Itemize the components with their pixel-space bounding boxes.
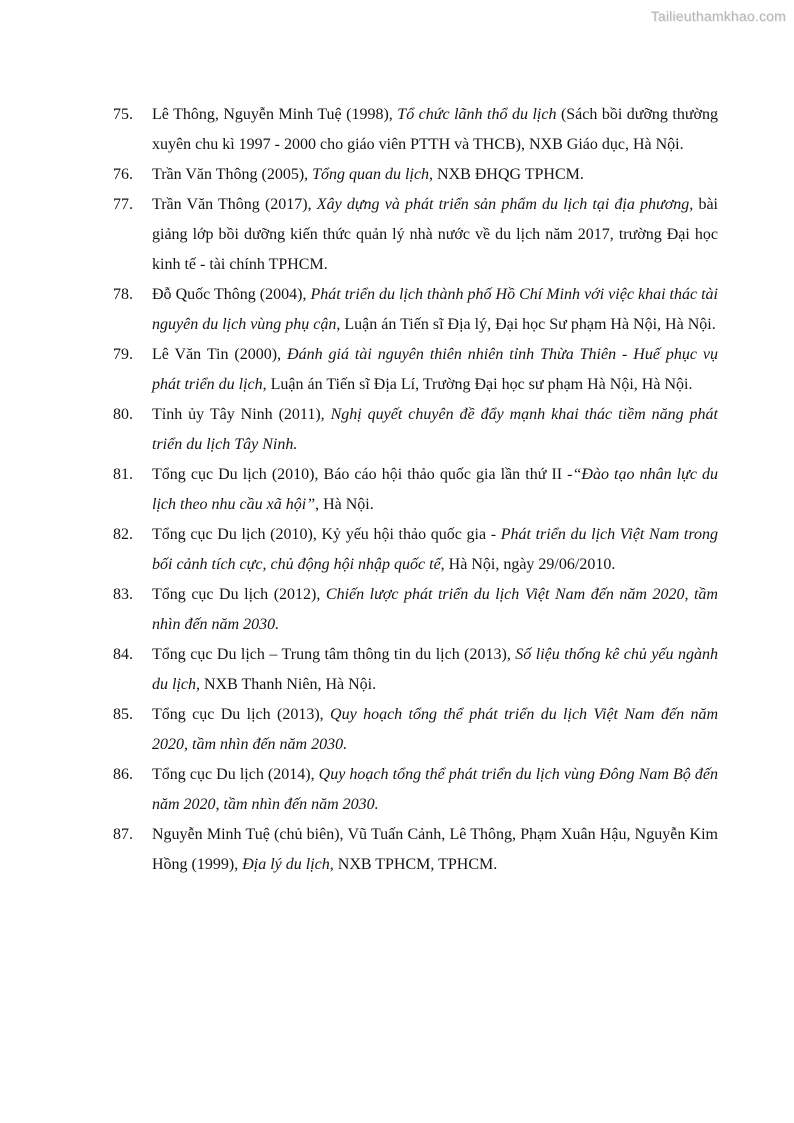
reference-number: 78. (113, 286, 133, 303)
reference-number: 79. (113, 346, 133, 363)
reference-text-segment: , Luận án Tiến sĩ Địa lý, Đại học Sư phạm Hà Nội, Hà Nội. (336, 316, 716, 333)
reference-text-segment: Số liệu thống kê chủ yếu ngành du lịch, (152, 646, 718, 693)
reference-text-segment: , Hà Nội, ngày 29/06/2010. (440, 556, 616, 573)
reference-text-segment: “Đào tạo nhân lực du lịch theo nhu cầu xã hội” (152, 466, 718, 513)
reference-text-segment: , Luận án Tiến sĩ Địa Lí, Trường Đại học sư phạm Hà Nội, Hà Nội. (262, 376, 693, 393)
reference-item (113, 580, 718, 640)
reference-text-segment: Địa lý du lịch (242, 856, 330, 873)
reference-text-segment: Quy hoạch tổng thể phát triển du lịch vùng Đông Nam Bộ đến năm 2020, tầm nhìn đến năm 2030. (152, 766, 718, 813)
reference-number: 83. (113, 586, 133, 603)
reference-text-segment: Nghị quyết chuyên đề đẩy mạnh khai thác tiềm năng phát triển du lịch Tây Ninh. (152, 406, 718, 453)
reference-text-segment: Xây dựng và phát triển sản phẩm du lịch tại địa phương, (316, 196, 694, 213)
reference-text-segment: Tổng quan du lịch (312, 166, 430, 183)
reference-item (113, 340, 718, 400)
reference-item (113, 820, 718, 880)
reference-item (113, 760, 718, 820)
reference-number: 75. (113, 106, 133, 123)
reference-text-segment: Tổng cục Du lịch (2010), Báo cáo hội thảo quốc gia lần thứ II - (152, 466, 573, 483)
reference-text-segment: (Sách bồi dưỡng thường xuyên chu kì 1997 - 2000 cho giáo viên PTTH và THCB), NXB Giáo dục, Hà Nội. (152, 106, 718, 153)
reference-item (113, 280, 718, 340)
reference-text-segment: , NXB TPHCM, TPHCM. (329, 856, 498, 873)
reference-text-segment: Chiến lược phát triển du lịch Việt Nam đến năm 2020, tầm nhìn đến năm 2030. (152, 586, 718, 633)
reference-text-segment: NXB Thanh Niên, Hà Nội. (200, 676, 377, 693)
reference-number: 85. (113, 706, 133, 723)
references-list (113, 100, 718, 880)
reference-text-segment: Đỗ Quốc Thông (2004), (152, 286, 311, 303)
reference-text-segment: Đánh giá tài nguyên thiên nhiên tỉnh Thừa Thiên - Huế phục vụ phát triển du lịch (152, 346, 719, 393)
reference-number: 87. (113, 826, 133, 843)
reference-number: 77. (113, 196, 133, 213)
reference-item (113, 160, 718, 190)
watermark: Tailieuthamkhao.com (650, 8, 786, 24)
reference-item (113, 460, 718, 520)
reference-text-segment: Quy hoạch tổng thể phát triển du lịch Việt Nam đến năm 2020, tầm nhìn đến năm 2030. (152, 706, 718, 753)
reference-number: 82. (113, 526, 133, 543)
reference-text-segment: Tỉnh ủy Tây Ninh (2011), (152, 406, 331, 423)
reference-text-segment: , Hà Nội. (315, 496, 374, 513)
reference-text-segment: Tổng cục Du lịch (2012), (152, 586, 326, 603)
reference-number: 81. (113, 466, 133, 483)
reference-text-segment: Tổng cục Du lịch (2014), (152, 766, 319, 783)
reference-text-segment: Tổng cục Du lịch – Trung tâm thông tin du lịch (2013), (152, 646, 516, 663)
reference-text-segment: Lê Thông, Nguyễn Minh Tuệ (1998), (152, 106, 398, 123)
reference-item (113, 700, 718, 760)
reference-item (113, 100, 718, 160)
reference-number: 76. (113, 166, 133, 183)
reference-text-segment: Tổng cục Du lịch (2010), Kỷ yếu hội thảo quốc gia - (152, 526, 501, 543)
reference-text-segment: Phát triển du lịch Việt Nam trong bối cảnh tích cực, chủ động hội nhập quốc tế (152, 526, 719, 573)
reference-item (113, 190, 718, 280)
reference-text-segment: Phát triển du lịch thành phố Hồ Chí Minh với việc khai thác tài nguyên du lịch vùng phụ cận (152, 286, 719, 333)
reference-text-segment: Trần Văn Thông (2005), (152, 166, 313, 183)
reference-text-segment: Tổng cục Du lịch (2013), (152, 706, 331, 723)
reference-text-segment: Lê Văn Tin (2000), (152, 346, 288, 363)
reference-item (113, 520, 718, 580)
reference-number: 80. (113, 406, 133, 423)
reference-number: 84. (113, 646, 133, 663)
reference-text-segment: Nguyễn Minh Tuệ (chủ biên), Vũ Tuấn Cảnh, Lê Thông, Phạm Xuân Hậu, Nguyễn Kim Hồng (1999), (152, 826, 718, 873)
reference-text-segment: Tổ chức lãnh thổ du lịch (397, 106, 557, 123)
reference-text-segment: Trần Văn Thông (2017), (152, 196, 317, 213)
reference-text-segment: , NXB ĐHQG TPHCM. (429, 166, 584, 183)
reference-item (113, 400, 718, 460)
reference-number: 86. (113, 766, 133, 783)
reference-text-segment: bài giảng lớp bồi dưỡng kiến thức quản lý nhà nước về du lịch năm 2017, trường Đại học kinh tế - tài chính TPHCM. (152, 196, 719, 273)
reference-item (113, 640, 718, 700)
